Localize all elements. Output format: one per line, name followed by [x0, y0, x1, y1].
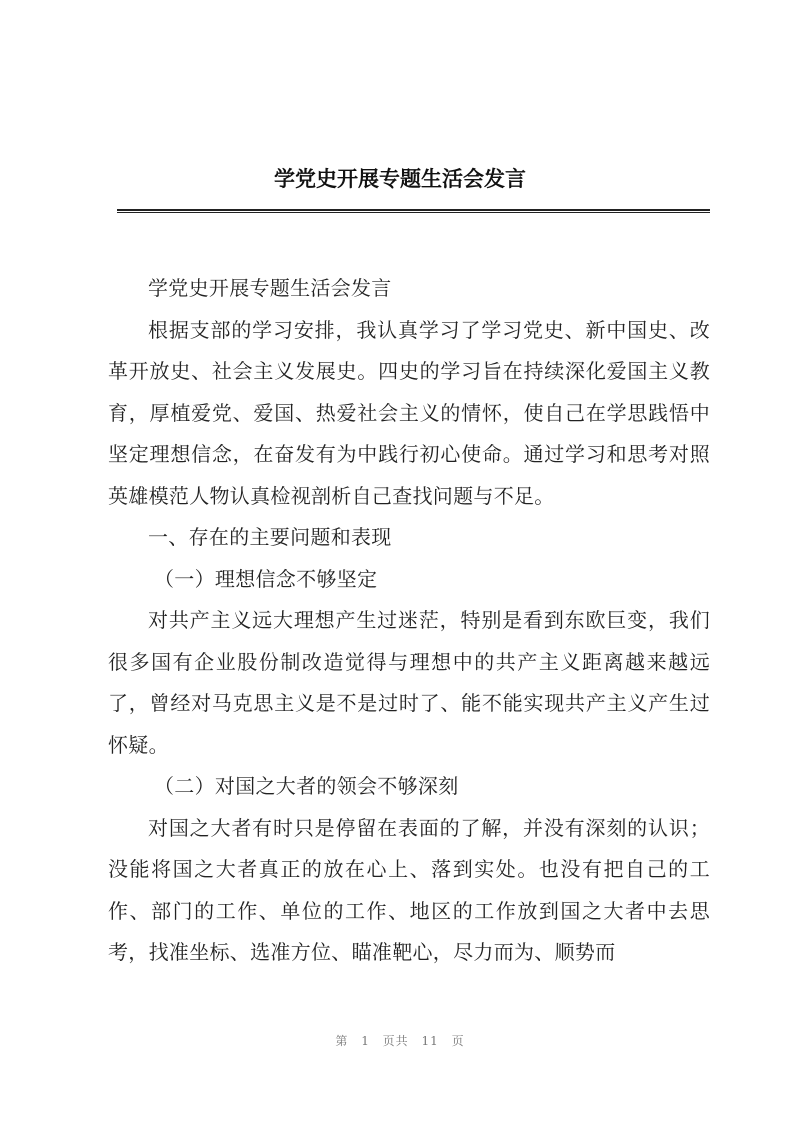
subheading-national-priorities: （二）对国之大者的领会不够深刻 [154, 774, 459, 798]
footer-prefix: 第 [335, 1034, 349, 1048]
page-footer [0, 1032, 800, 1049]
footer-current-page: 1 [361, 1034, 370, 1048]
footer-total-pages: 11 [421, 1034, 439, 1048]
subheading-ideals: （一）理想信念不够坚定 [154, 566, 378, 591]
footer-middle: 页共 [382, 1034, 409, 1048]
paragraph-intro: 根据支部的学习安排，我认真学习了学习党史、新中国史、改革开放史、社会主义发展史。四史的学习旨在持续深化爱国主义教育，厚植爱党、爱国、热爱社会主义的情怀，使自己在学思践悟中坚定理想信念，在奋发有为中践行初心使命。通过学习和思考对照英雄模范人物认真检视剖析自己查找问题与不足。 [108, 317, 710, 508]
paragraph-repeat-title: 学党史开展专题生活会发言 [148, 276, 392, 300]
paragraph-national-priorities: 对国之大者有时只是停留在表面的了解，并没有深刻的认识；没能将国之大者真正的放在心上、落到实处。也没有把自己的工作、部门的工作、单位的工作、地区的工作放到国之大者中去思考，找准坐标、选准方位、瞄准靶心，尽力而为、顺势而 [108, 815, 710, 964]
section-heading-problems: 一、存在的主要问题和表现 [148, 525, 392, 549]
document-title: 学党史开展专题生活会发言 [274, 166, 526, 191]
title-divider [117, 209, 710, 213]
footer-suffix: 页 [451, 1034, 465, 1048]
paragraph-ideals: 对共产主义远大理想产生过迷茫，特别是看到东欧巨变，我们很多国有企业股份制改造觉得与理想中的共产主义距离越来越远了，曾经对马克思主义是不是过时了、能不能实现共产主义产生过怀疑。 [108, 608, 710, 757]
document-body [108, 268, 710, 974]
